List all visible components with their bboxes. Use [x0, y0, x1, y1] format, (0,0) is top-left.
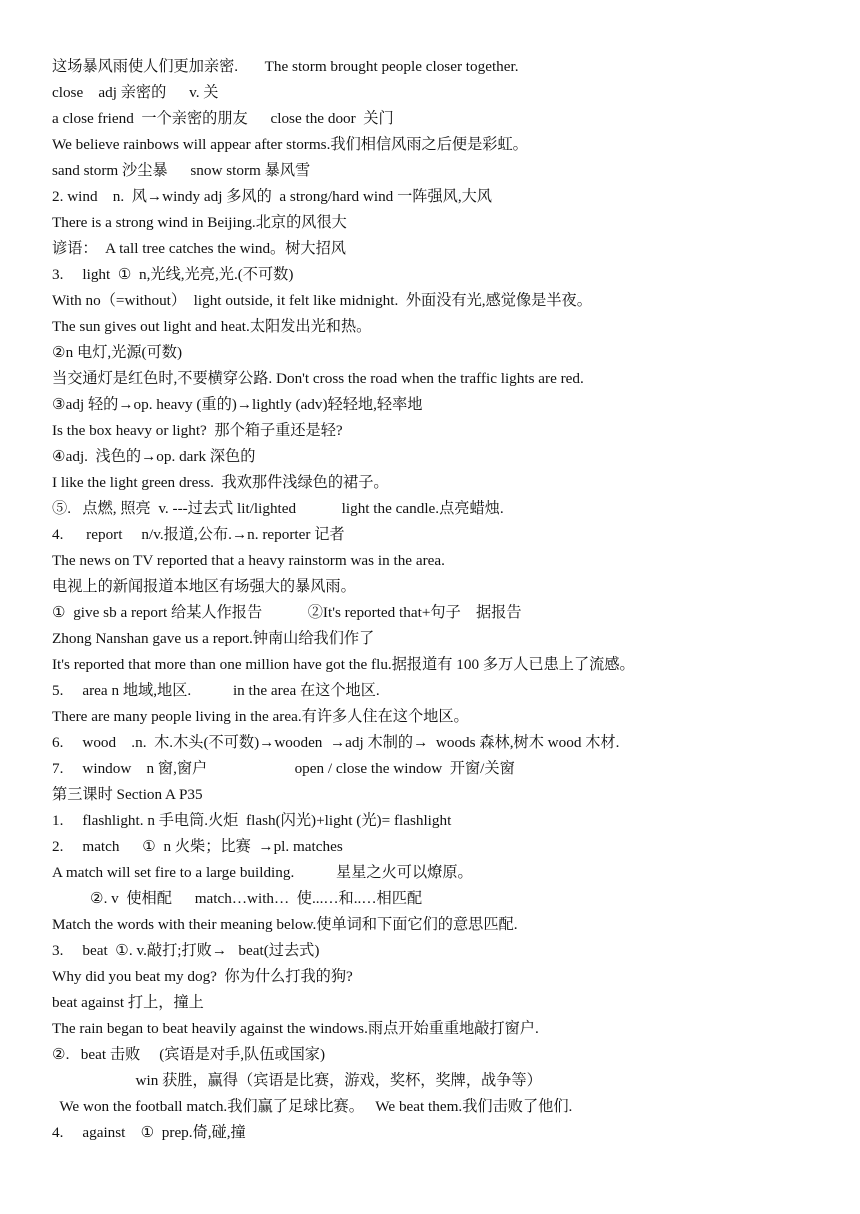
text-line: close adj 亲密的 v. 关 [52, 84, 219, 101]
text-line: ②. v 使相配 match…with… 使...…和..…相匹配 [52, 890, 423, 907]
text-line: 4. report n/v.报道,公布.→n. reporter 记者 [52, 526, 345, 543]
text-line: 5. area n 地域,地区. in the area 在这个地区. [52, 682, 380, 699]
text-line: We won the football match.我们赢了足球比赛。 We beat them.我们击败了他们. [52, 1098, 573, 1115]
text-line: 2. match ① n 火柴；比赛 →pl. matches [52, 838, 343, 855]
text-line: 7. window n 窗,窗户 open / close the window 开窗/关窗 [52, 760, 515, 777]
text-line: The sun gives out light and heat.太阳发出光和热。 [52, 318, 372, 335]
text-line: Why did you beat my dog? 你为什么打我的狗? [52, 968, 353, 985]
text-line: There is a strong wind in Beijing.北京的风很大 [52, 214, 347, 231]
text-line: 1. flashlight. n 手电筒.火炬 flash(闪光)+light (光)= flashlight [52, 812, 452, 829]
text-line: ① give sb a report 给某人作报告 ②It's reported that+句子 据报告 [52, 604, 522, 621]
text-line: ③adj 轻的→op. heavy (重的)→lightly (adv)轻轻地,轻率地 [52, 396, 423, 413]
text-line: 当交通灯是红色时,不要横穿公路. Don't cross the road when the traffic lights are red. [52, 370, 584, 387]
text-line: 谚语： A tall tree catches the wind。树大招风 [52, 240, 346, 257]
text-line: beat against 打上，撞上 [52, 994, 204, 1011]
text-line: win 获胜，赢得（宾语是比赛，游戏，奖杯，奖牌，战争等） [52, 1072, 542, 1089]
text-line: 3. beat ①. v.敲打;打败→ beat(过去式) [52, 942, 320, 959]
text-line: Is the box heavy or light? 那个箱子重还是轻? [52, 422, 343, 439]
text-line: The rain began to beat heavily against the windows.雨点开始重重地敲打窗户. [52, 1020, 539, 1037]
text-line: ②n 电灯,光源(可数) [52, 344, 183, 361]
section-heading: 第三课时 Section A P35 [52, 786, 203, 803]
text-line: There are many people living in the area.有许多人住在这个地区。 [52, 708, 469, 725]
text-line: A match will set fire to a large building. 星星之火可以燎原。 [52, 864, 473, 881]
text-line: 6. wood .n. 木.木头(不可数)→wooden →adj 木制的→ woods 森林,树木 wood 木材. [52, 734, 620, 751]
text-line: With no（=without） light outside, it felt like midnight. 外面没有光,感觉像是半夜。 [52, 292, 592, 309]
text-line: 2. wind n. 风→windy adj 多风的 a strong/hard wind 一阵强风,大风 [52, 188, 492, 205]
document-page [52, 54, 842, 1146]
text-line: We believe rainbows will appear after storms.我们相信风雨之后便是彩虹。 [52, 136, 528, 153]
text-line: ②. beat 击败 (宾语是对手,队伍或国家) [52, 1046, 326, 1063]
text-line: 4. against ① prep.倚,碰,撞 [52, 1124, 246, 1141]
text-line: 这场暴风雨使人们更加亲密. The storm brought people closer together. [52, 58, 519, 75]
text-line: Match the words with their meaning below.使单词和下面它们的意思匹配. [52, 916, 518, 933]
text-line: The news on TV reported that a heavy rainstorm was in the area. [52, 552, 445, 569]
text-line: I like the light green dress. 我欢那件浅绿色的裙子。 [52, 474, 389, 491]
text-line: a close friend 一个亲密的朋友 close the door 关门 [52, 110, 394, 127]
text-line: Zhong Nanshan gave us a report.钟南山给我们作了 [52, 630, 375, 647]
text-line: 3. light ① n,光线,光亮,光.(不可数) [52, 266, 294, 283]
text-line: ⑤. 点燃, 照亮 v. ---过去式 lit/lighted light the candle.点亮蜡烛. [52, 500, 504, 517]
text-line: sand storm 沙尘暴 snow storm 暴风雪 [52, 162, 311, 179]
text-line: 电视上的新闻报道本地区有场强大的暴风雨。 [52, 578, 356, 595]
text-line: ④adj. 浅色的→op. dark 深色的 [52, 448, 256, 465]
text-line: It's reported that more than one million have got the flu.据报道有 100 多万人已患上了流感。 [52, 656, 635, 673]
